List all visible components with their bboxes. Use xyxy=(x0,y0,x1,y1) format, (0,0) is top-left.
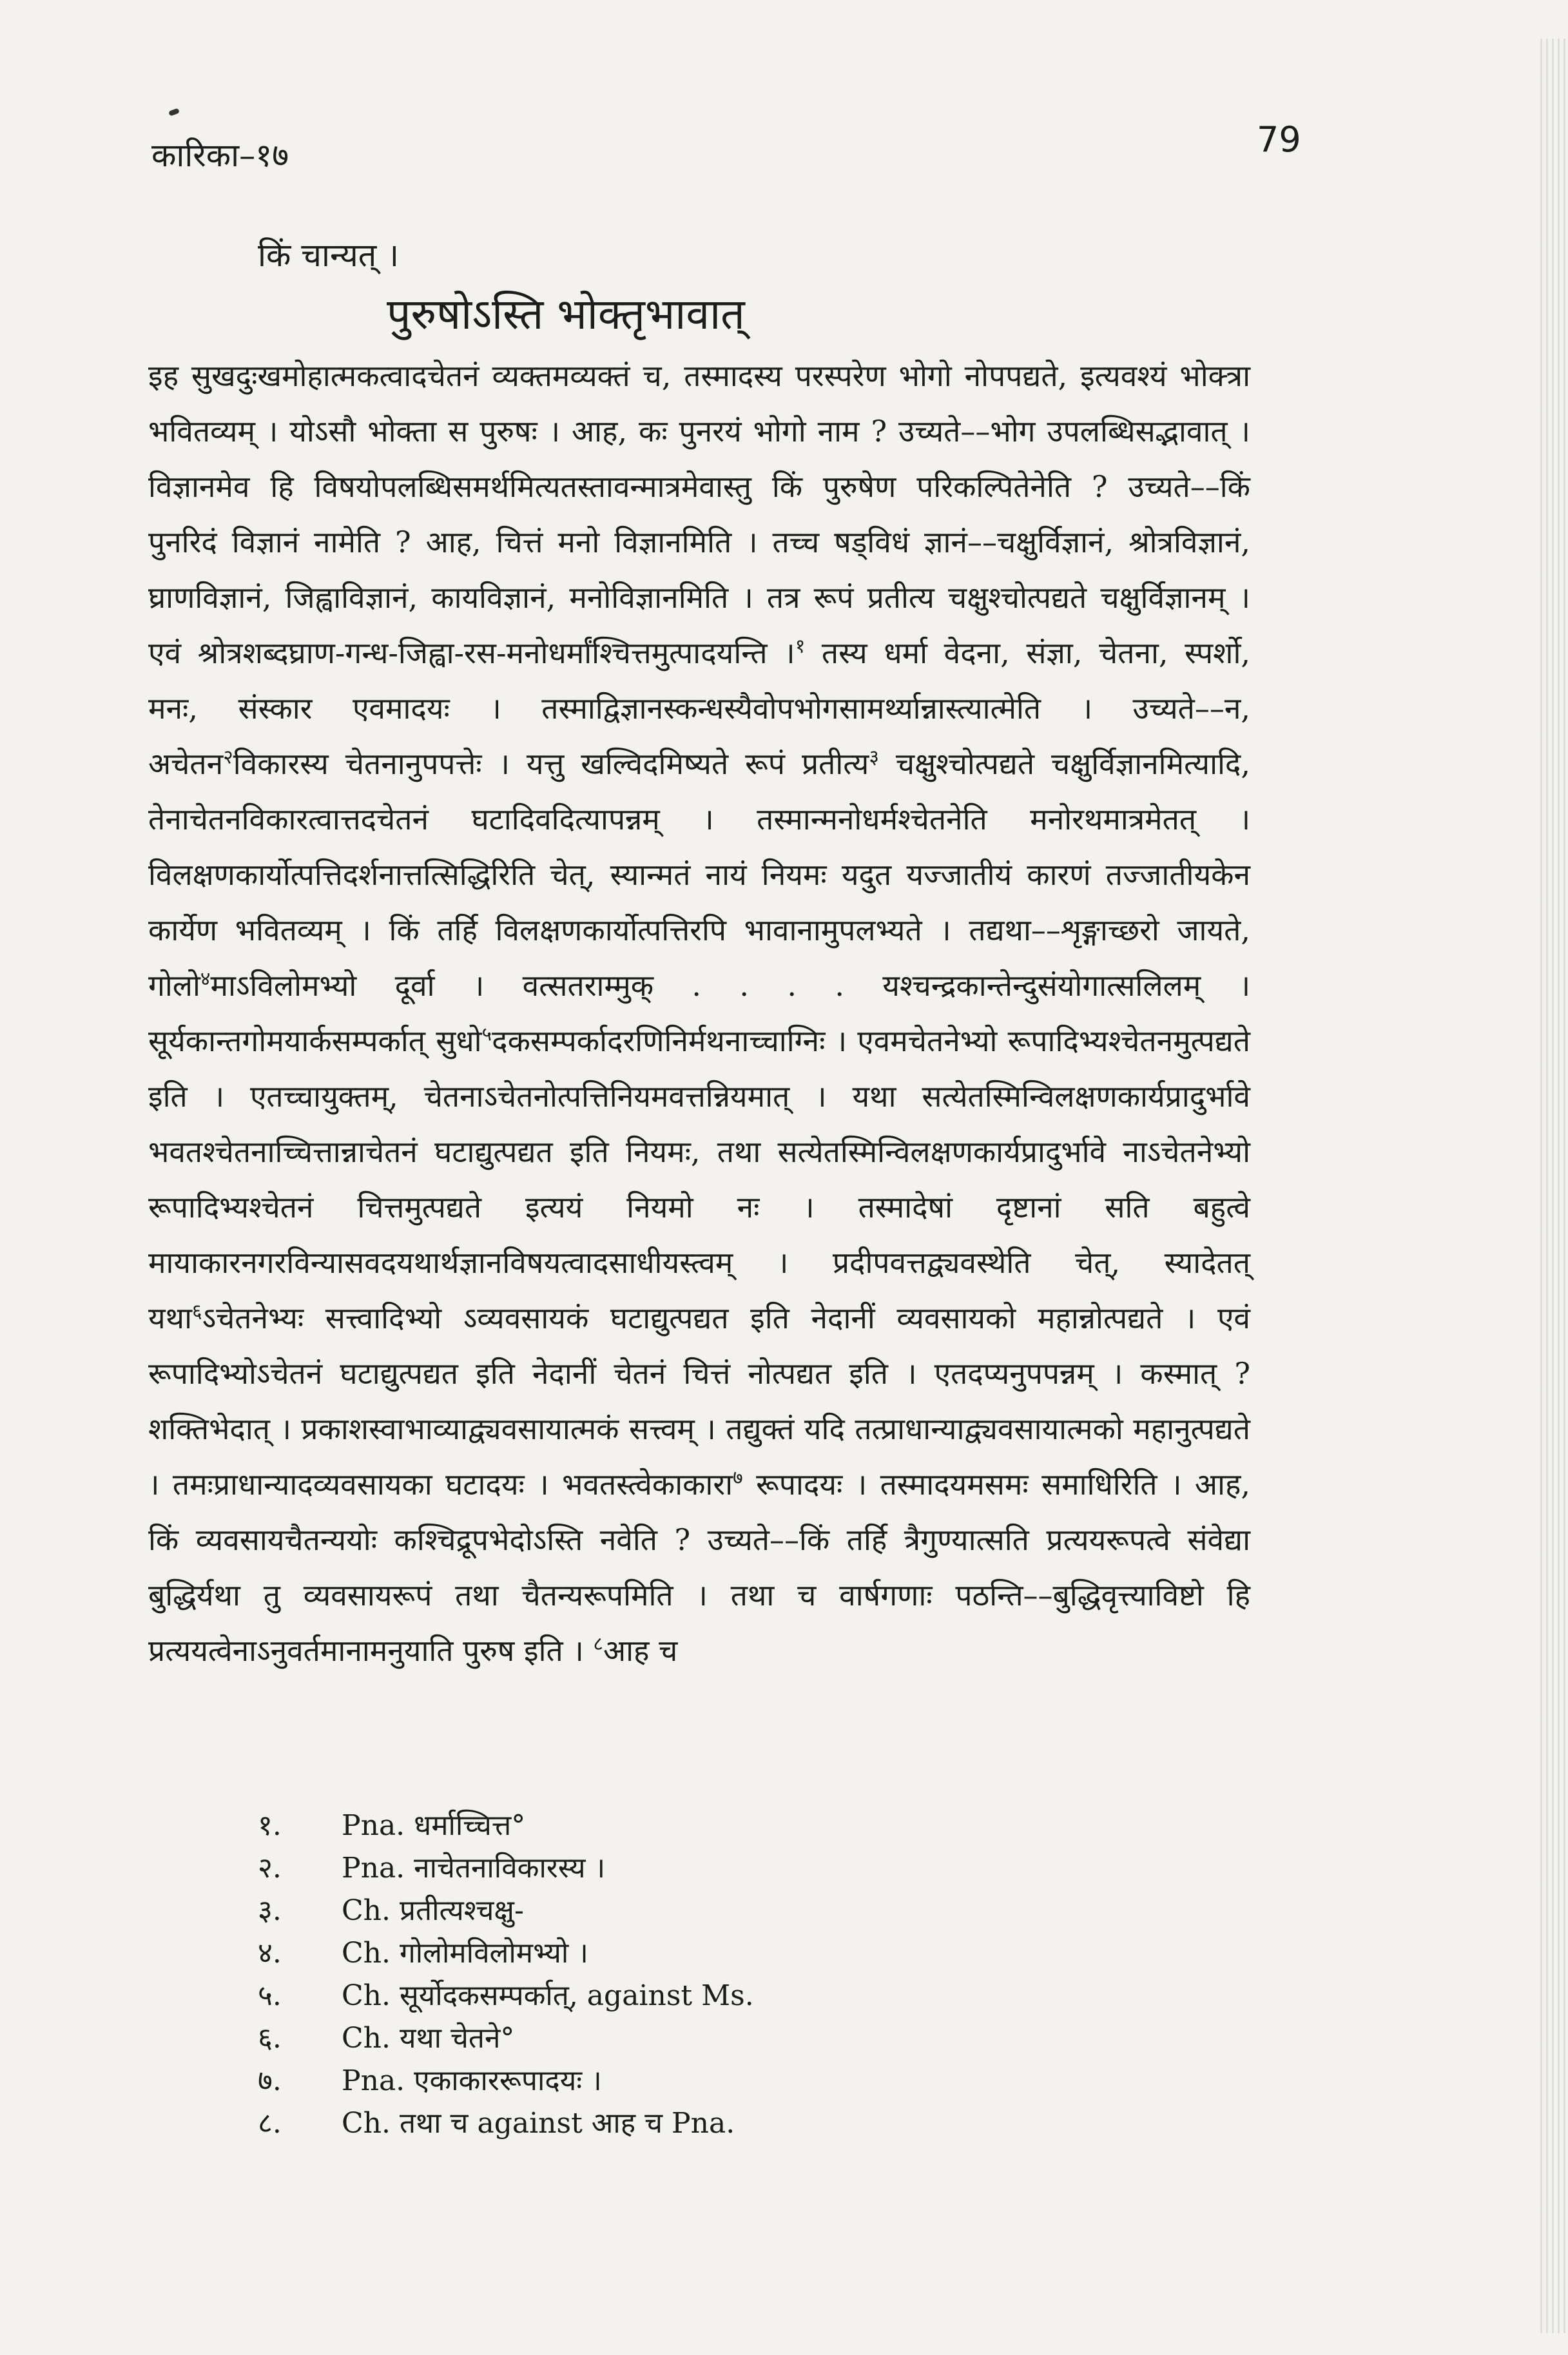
footnote-text: Ch. सूर्योदकसम्पर्कात्, against Ms. xyxy=(342,1979,754,2012)
footnote-number: ७. xyxy=(258,2064,282,2097)
footnote-item xyxy=(258,2060,754,2102)
footnote-ref[interactable]: ७ xyxy=(733,1466,743,1489)
ink-mark xyxy=(168,108,180,117)
footnote-item xyxy=(258,1805,754,1847)
footnote-number: १. xyxy=(258,1809,282,1842)
text-segment: चक्षुश्चोत्पद्यते चक्षुर्विज्ञानमित्यादि, तेनाचेतनविकारत्वात्तदचेतनं घटादिवदित्यापन्नम् । तस्मान्मनोधर्मश्चेतनेति मनोरथमात्रमेतत् । विलक्षणकार्योत्पत्तिदर्शनात्तत्सिद्धिरिति चेत्, स्यान्मतं नायं नियमः यदुत यज्जातीयं कारणं तज्जातीयकेन कार्येण भवितव्यम् । किं तर्हि विलक्षणकार्योत्पत्तिरपि भावानामुपलभ्यते । तद्यथा––शृङ्गाच्छरो जायते, गोलो xyxy=(148,746,1250,1003)
footnote-item xyxy=(258,2102,754,2145)
footnote-text: Ch. प्रतीत्यश्चक्षु- xyxy=(342,1894,524,1927)
footnote-number: ५. xyxy=(258,1979,282,2012)
footnote-list xyxy=(258,1805,754,2145)
footnote-text: Ch. गोलोमविलोमभ्यो । xyxy=(342,1937,588,1970)
text-segment: आह च xyxy=(603,1633,678,1668)
footnote-item xyxy=(258,1975,754,2017)
footnote-ref[interactable]: ४ xyxy=(200,967,211,991)
footnote-text: Pna. धर्माच्चित्त° xyxy=(342,1809,526,1842)
footnote-item xyxy=(258,2017,754,2060)
footnote-ref[interactable]: ५ xyxy=(481,1023,492,1046)
intro-line: किं चान्यत् । xyxy=(258,237,400,274)
footnote-ref[interactable]: ३ xyxy=(869,746,879,769)
footnote-text: Pna. एकाकाररूपादयः । xyxy=(342,2064,602,2097)
running-header: कारिका–१७ xyxy=(151,137,289,174)
text-segment: रूपादयः । तस्मादयमसमः समाधिरिति । आह, किं व्यवसायचैतन्ययोः कश्चिद्रूपभेदोऽस्ति नवेति ? उच्यते––किं तर्हि त्रैगुण्यात्सति प्रत्ययरूपत्वे संवेद्या बुद्धिर्यथा तु व्यवसायरूपं तथा चैतन्यरूपमिति । तथा च वार्षगणाः पठन्ति––बुद्धिवृत्त्याविष्टो हि प्रत्ययत्वेनाऽनुवर्तमानामनुयाति पुरुष इति । xyxy=(148,1467,1250,1668)
footnote-text: Ch. यथा चेतने° xyxy=(342,2022,515,2055)
commentary-text xyxy=(148,348,1250,1678)
karika-heading: पुरुषोऽस्ति भोक्तृभावात् xyxy=(387,289,745,339)
footnote-number: ३. xyxy=(258,1894,282,1927)
page-binding-edge xyxy=(1540,39,1566,2333)
footnote-number: ८. xyxy=(258,2107,282,2140)
text-segment: दकसम्पर्कादरणिनिर्मथनाच्चाग्निः । एवमचेतनेभ्यो रूपादिभ्यश्चेतनमुत्पद्यते इति । एतच्चायुक्तम्, चेतनाऽचेतनोत्पत्तिनियमवत्तन्नियमात् । यथा सत्येतस्मिन्विलक्षणकार्यप्रादुर्भावे भवतश्चेतनाच्चित्तान्नाचेतनं घटाद्युत्पद्यत इति नियमः, तथा सत्येतस्मिन्विलक्षणकार्यप्रादुर्भावे नाऽचेतनेभ्यो रूपादिभ्यश्चेतनं चित्तमुत्पद्यते इत्ययं नियमो नः । तस्मादेषां दृष्टानां सति बहुत्वे मायाकारनगरविन्यासवदयथार्थज्ञानविषयत्वादसाधीयस्त्वम् । प्रदीपवत्तद्व्यवस्थेति चेत्, स्यादेतत् यथा xyxy=(148,1023,1250,1335)
text-segment: तस्य धर्मा वेदना, संज्ञा, चेतना, स्पर्शो, मनः, संस्कार एवमादयः । तस्माद्विज्ञानस्कन्धस्यैवोपभोगसामर्थ्यान्नास्त्यात्मेति । उच्यते––न, अचेतन xyxy=(148,635,1250,781)
text-segment: इह सुखदुःखमोहात्मकत्वादचेतनं व्यक्तमव्यक्तं च, तस्मादस्य परस्परेण भोगो नोपपद्यते, इत्यवश्यं भोक्त्रा भवितव्यम् । योऽसौ भोक्ता स पुरुषः । आह, कः पुनरयं भोगो नाम ? उच्यते––भोग उपलब्धिसद्भावात् । विज्ञानमेव हि विषयोपलब्धिसमर्थमित्यतस्तावन्मात्रमेवास्तु किं पुरुषेण परिकल्पितेनेति ? उच्यते––किं पुनरिदं विज्ञानं नामेति ? आह, चित्तं मनो विज्ञानमिति । तच्च षड्विधं ज्ञानं––चक्षुर्विज्ञानं, श्रोत्रविज्ञानं, घ्राणविज्ञानं, जिह्वाविज्ञानं, कायविज्ञानं, मनोविज्ञानमिति । तत्र रूपं प्रतीत्य चक्षुश्चोत्पद्यते चक्षुर्विज्ञानम् । एवं श्रोत्रशब्दघ्राण-गन्ध-जिह्वा-रस-मनोधर्मांश्चित्तमुत्पादयन्ति । xyxy=(148,358,1250,670)
text-segment: विकारस्य चेतनानुपपत्तेः । यत्तु खल्विदमिष्यते रूपं प्रतीत्य xyxy=(233,746,869,781)
footnote-text: Pna. नाचेतनाविकारस्य । xyxy=(342,1852,606,1885)
footnote-number: ६. xyxy=(258,2022,282,2055)
page-number: 79 xyxy=(1257,119,1301,160)
footnote-text: Ch. तथा च against आह च Pna. xyxy=(342,2107,735,2140)
footnote-ref[interactable]: ८ xyxy=(593,1633,604,1656)
text-segment: माऽविलोमभ्यो दूर्वा । वत्सतराम्मुक् . . . . यश्चन्द्रकान्तेन्दुसंयोगात्सलिलम् । सूर्यकान्तगोमयार्कसम्पर्कात् सुधो xyxy=(148,968,1250,1058)
footnote-number: ४. xyxy=(258,1937,282,1970)
text-segment: ऽचेतनेभ्यः सत्त्वादिभ्यो ऽव्यवसायकं घटाद्युत्पद्यत इति नेदानीं व्यवसायको महान्नोत्पद्यते । एवं रूपादिभ्योऽचेतनं घटाद्युत्पद्यत इति नेदानीं चेतनं चित्तं नोत्पद्यत इति । एतदप्यनुपपन्नम् । कस्मात् ? शक्तिभेदात् । प्रकाशस्वाभाव्याद्व्यवसायात्मकं सत्त्वम् । तद्युक्तं यदि तत्प्राधान्याद्व्यवसायात्मको महानुत्पद्यते । तमःप्राधान्यादव्यवसायका घटादयः । भवतस्त्वेकाकारा xyxy=(148,1301,1250,1502)
footnote-ref[interactable]: २ xyxy=(223,746,233,769)
footnote-ref[interactable]: ६ xyxy=(192,1300,202,1323)
footnote-number: २. xyxy=(258,1852,282,1885)
footnote-item xyxy=(258,1890,754,1932)
footnote-item xyxy=(258,1847,754,1890)
footnote-ref[interactable]: १ xyxy=(795,635,806,658)
footnote-item xyxy=(258,1932,754,1975)
